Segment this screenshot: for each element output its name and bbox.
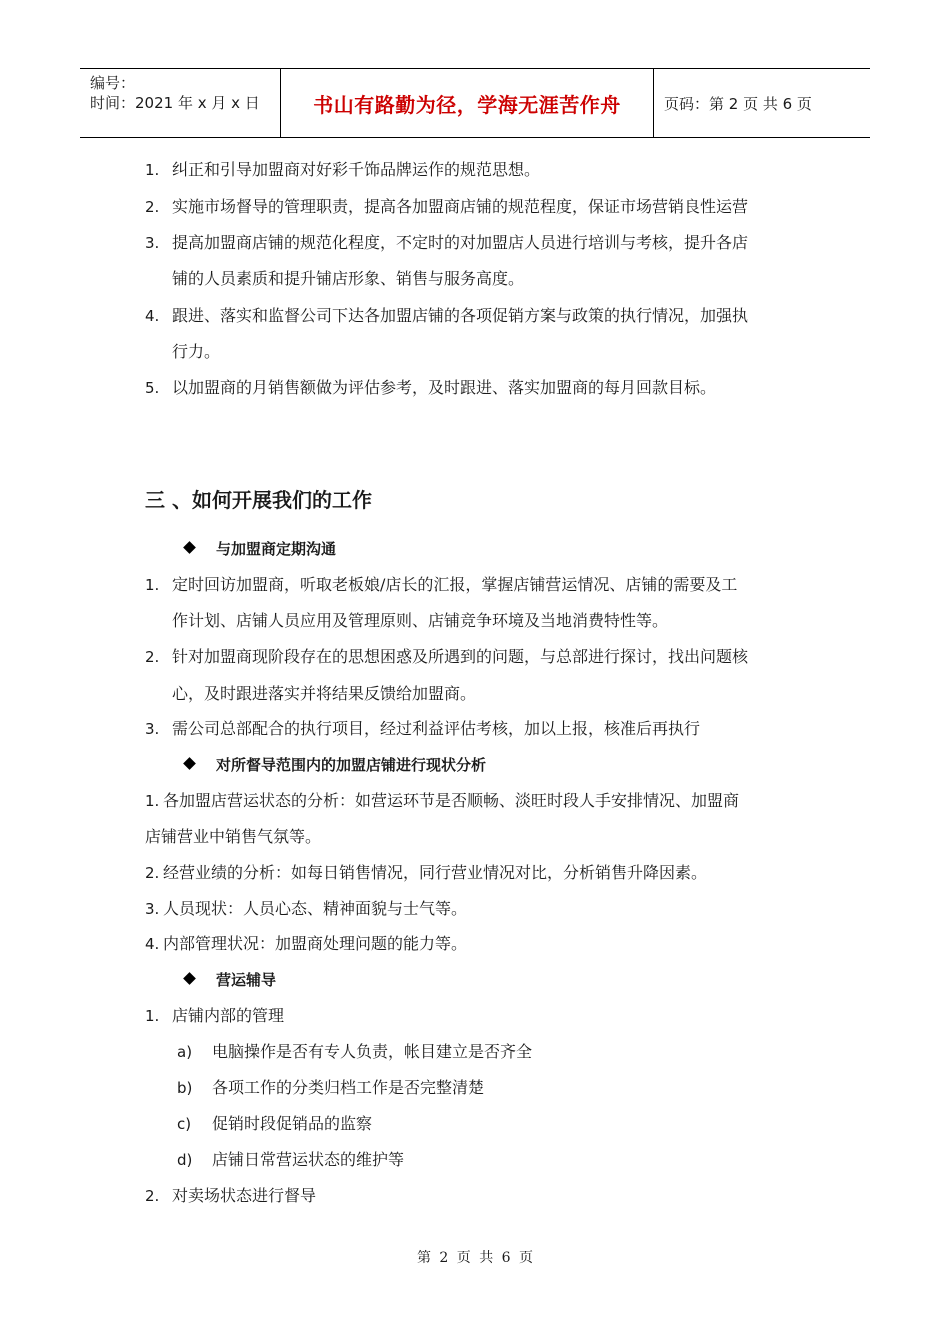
list-item-number: 3. <box>145 234 160 252</box>
subsection-title: 营运辅导 <box>216 971 277 989</box>
header-number-label: 编号： <box>90 74 136 92</box>
list-item-text: 跟进、落实和监督公司下达各加盟店铺的各项促销方案与政策的执行情况，加强执 <box>172 306 749 325</box>
sub-list-item-text: 店铺日常营运状态的维护等 <box>212 1150 405 1169</box>
list-item-text-continued: 店铺营业中销售气氛等。 <box>145 827 322 846</box>
header-meta <box>80 69 281 137</box>
subsection-heading <box>185 755 486 775</box>
list-item-text: 人员现状：人员心态、精神面貌与士气等。 <box>163 899 468 918</box>
list-item-text-continued: 铺的人员素质和提升铺店形象、销售与服务高度。 <box>172 269 525 288</box>
list-item-text: 店铺内部的管理 <box>172 1006 285 1025</box>
list-item-number: 4. <box>145 307 160 325</box>
subsection-title: 与加盟商定期沟通 <box>216 540 337 558</box>
header-time-label: 时间：2021 年 x 月 x 日 <box>90 94 260 112</box>
sub-list-item-letter: d) <box>177 1151 193 1169</box>
list-item-number: 1. <box>145 792 160 810</box>
subsection-heading <box>185 970 276 990</box>
sub-list-item-text: 各项工作的分类归档工作是否完整清楚 <box>212 1078 485 1097</box>
list-item-text-continued: 作计划、店铺人员应用及管理原则、店铺竞争环境及当地消费特性等。 <box>172 611 669 630</box>
header-motto: 书山有路勤为径，学海无涯苦作舟 <box>281 69 654 137</box>
list-item-number: 5. <box>145 379 160 397</box>
header-page-info: 页码：第 2 页 共 6 页 <box>664 94 812 113</box>
sub-list-item-letter: c) <box>177 1115 192 1133</box>
list-item-text: 以加盟商的月销售额做为评估参考，及时跟进、落实加盟商的每月回款目标。 <box>172 378 717 397</box>
sub-list-item-letter: b) <box>177 1079 193 1097</box>
list-item-number: 4. <box>145 935 160 953</box>
diamond-bullet-icon <box>183 757 196 770</box>
list-item-number: 1. <box>145 576 160 594</box>
subsection-title: 对所督导范围内的加盟店铺进行现状分析 <box>216 756 487 774</box>
list-item-text: 实施市场督导的管理职责，提高各加盟商店铺的规范程度，保证市场营销良性运营 <box>172 197 749 216</box>
list-item-text: 需公司总部配合的执行项目，经过利益评估考核，加以上报，核准后再执行 <box>172 719 701 738</box>
list-item-text-continued: 行力。 <box>172 342 221 361</box>
list-item-number: 1. <box>145 161 160 179</box>
page-header <box>80 68 870 138</box>
list-item-number: 2. <box>145 864 160 882</box>
sub-list-item-letter: a) <box>177 1043 193 1061</box>
sub-list-item-text: 促销时段促销品的监察 <box>212 1114 373 1133</box>
diamond-bullet-icon <box>183 972 196 985</box>
sub-list-item-text: 电脑操作是否有专人负责，帐目建立是否齐全 <box>212 1042 533 1061</box>
list-item-text: 内部管理状况：加盟商处理问题的能力等。 <box>163 934 468 953</box>
list-item-text: 提高加盟商店铺的规范化程度，不定时的对加盟店人员进行培训与考核，提升各店 <box>172 233 749 252</box>
list-item-number: 3. <box>145 720 160 738</box>
list-item-text: 纠正和引导加盟商对好彩千饰品牌运作的规范思想。 <box>172 160 541 179</box>
list-item-number: 2. <box>145 648 160 666</box>
list-item-text: 定时回访加盟商，听取老板娘/店长的汇报，掌握店铺营运情况、店铺的需要及工 <box>172 575 738 594</box>
list-item-text: 经营业绩的分析：如每日销售情况，同行营业情况对比，分析销售升降因素。 <box>163 863 708 882</box>
section-heading: 三 、如何开展我们的工作 <box>145 488 372 512</box>
list-item-text: 各加盟店营运状态的分析：如营运环节是否顺畅、淡旺时段人手安排情况、加盟商 <box>163 791 740 810</box>
page-footer: 第 2 页 共 6 页 <box>416 1250 534 1266</box>
list-item-number: 2. <box>145 198 160 216</box>
subsection-heading <box>185 539 336 559</box>
list-item-number: 3. <box>145 900 160 918</box>
list-item-text: 对卖场状态进行督导 <box>172 1186 317 1205</box>
list-item-text-continued: 心，及时跟进落实并将结果反馈给加盟商。 <box>172 684 477 703</box>
list-item-number: 2. <box>145 1187 160 1205</box>
diamond-bullet-icon <box>183 541 196 554</box>
list-item-number: 1. <box>145 1007 160 1025</box>
list-item-text: 针对加盟商现阶段存在的思想困惑及所遇到的问题，与总部进行探讨，找出问题核 <box>172 647 749 666</box>
